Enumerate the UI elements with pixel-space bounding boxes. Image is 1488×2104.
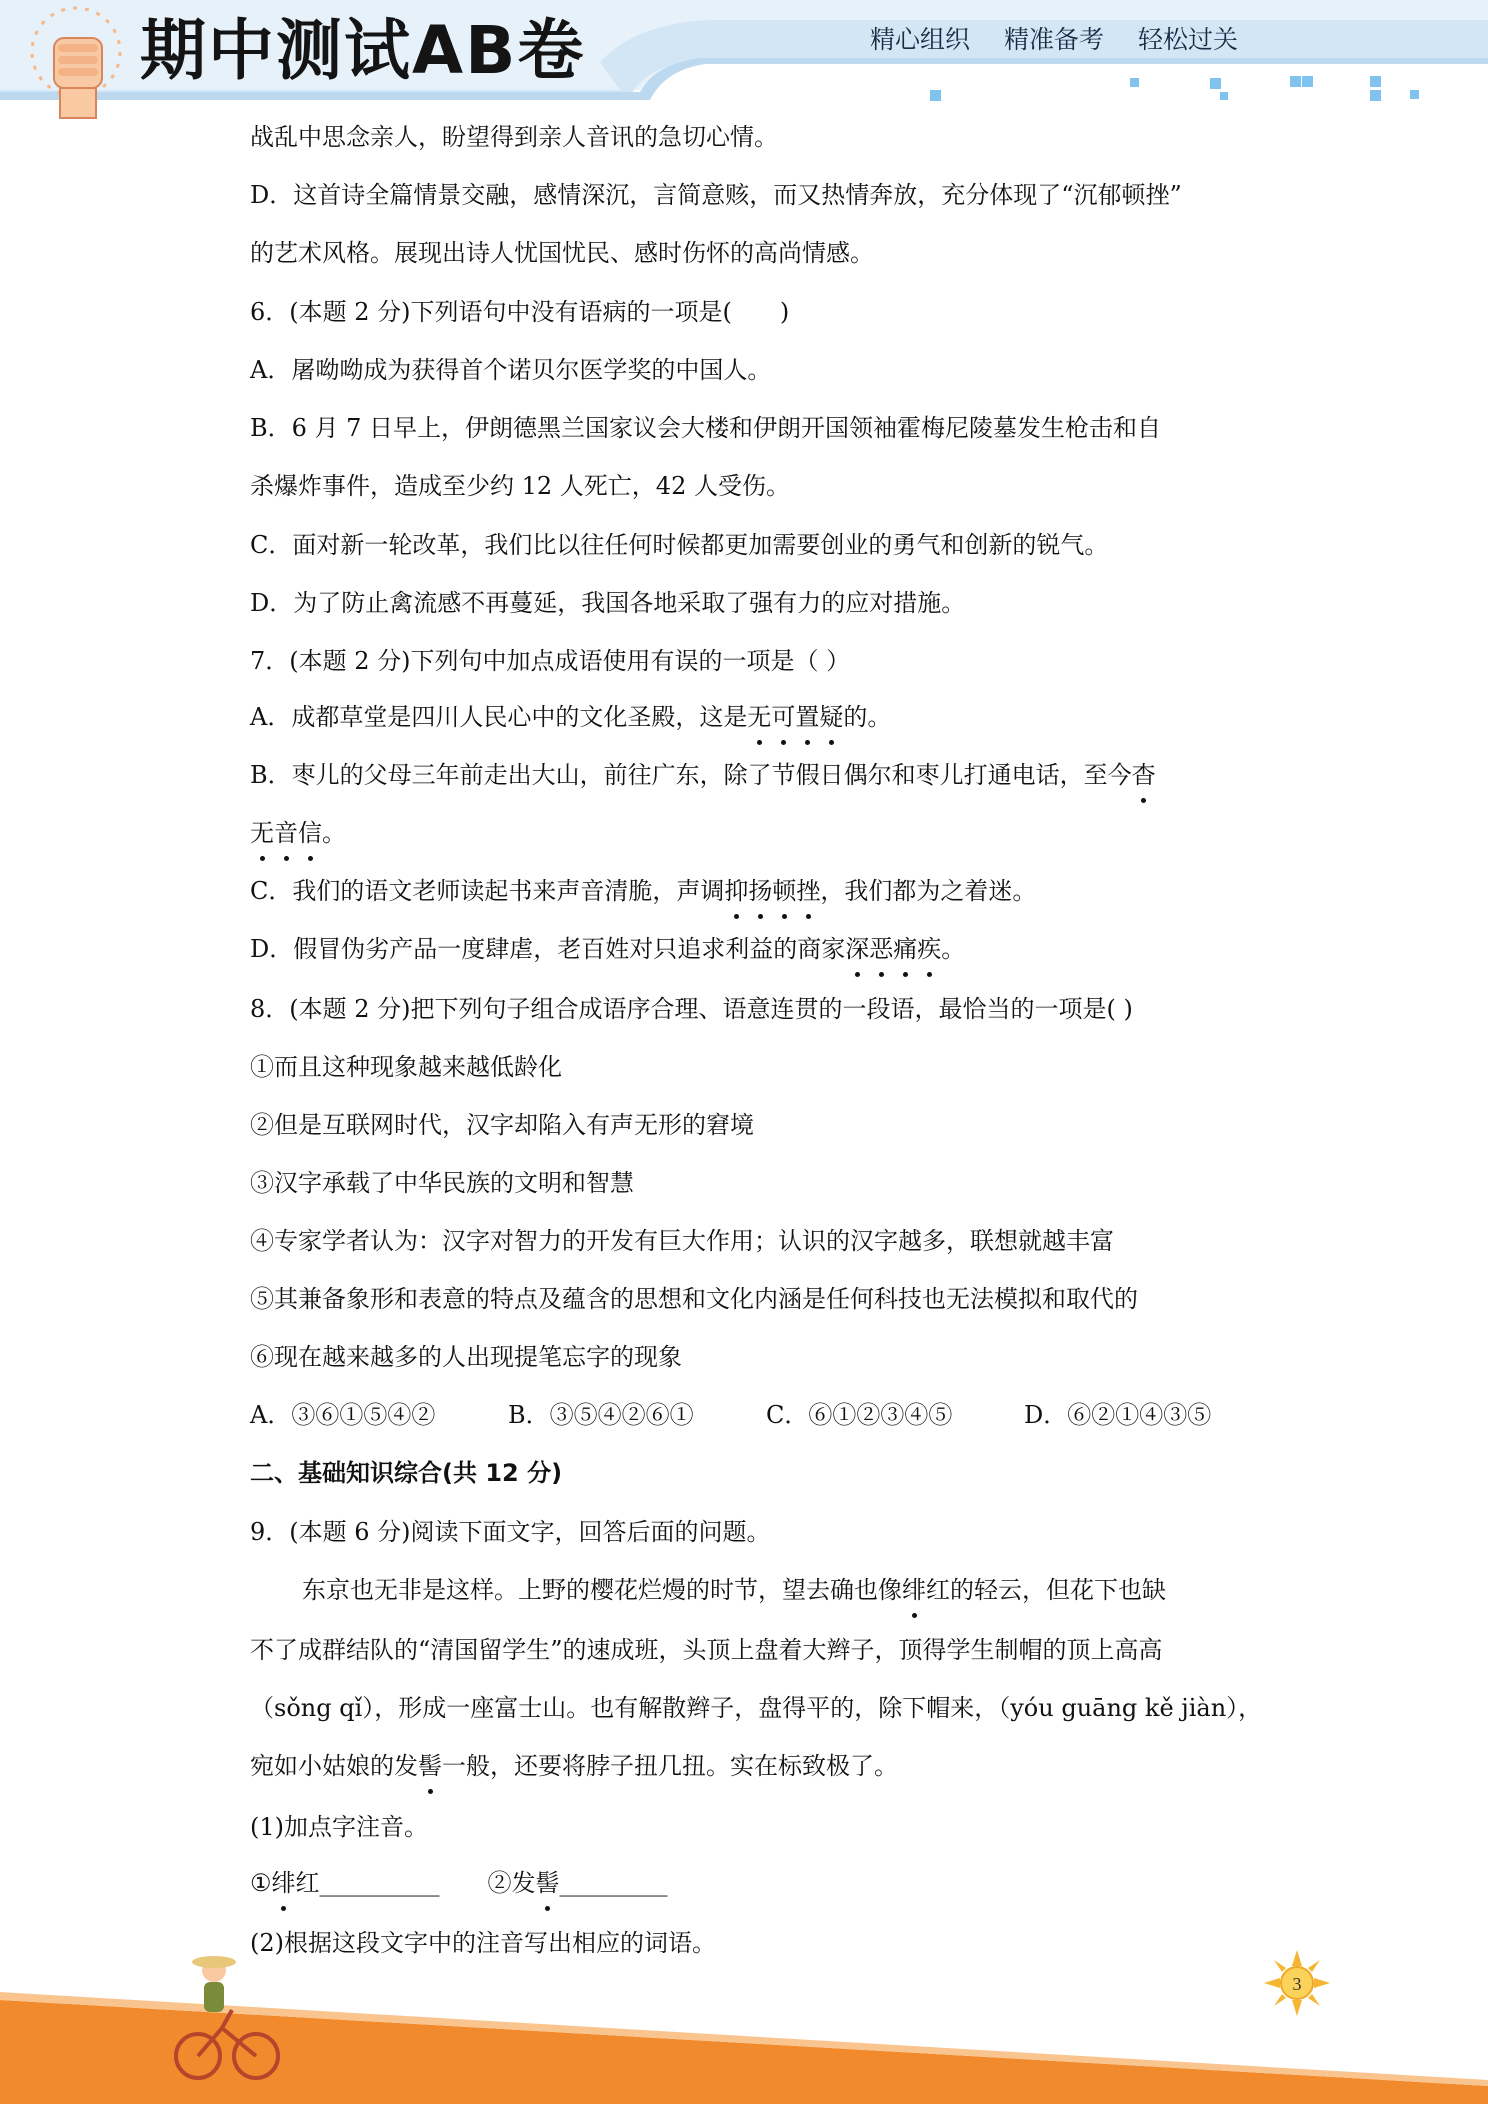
emphasis-dot	[805, 740, 810, 745]
option-d: D．⑥②①④③⑤	[1024, 1401, 1212, 1429]
emphasis-dot-row	[250, 856, 322, 862]
emphasis-dot	[758, 914, 763, 919]
emphasis-dot	[757, 740, 762, 745]
sun-page-badge	[1262, 1948, 1332, 2018]
emphasis-dot-row	[724, 914, 820, 920]
option-line	[250, 700, 891, 734]
slogan-3: 轻松过关	[1138, 25, 1239, 54]
sentence-item: ③汉字承载了中华民族的文明和智慧	[250, 1169, 634, 1197]
sentence-item: ②但是互联网时代，汉字却陷入有声无形的窘境	[250, 1111, 754, 1139]
text-segment: 红__________ ②发	[295, 1869, 536, 1897]
option-line: D．为了防止禽流感不再蔓延，我国各地采取了强有力的应对措施。	[250, 589, 966, 617]
text-line: 的艺术风格。展现出诗人忧国忧民、感时伤怀的高尚情感。	[250, 239, 874, 267]
emphasis-dot-row	[536, 1906, 560, 1912]
emphasis-dot	[782, 914, 787, 919]
page-number: 3	[1292, 1974, 1302, 1994]
question-9-stem: 9．(本题 6 分)阅读下面文字，回答后面的问题。	[250, 1518, 771, 1546]
passage-line: 不了成群结队的“清国留学生”的速成班，头顶上盘着大辫子，顶得学生制帽的顶上高高	[250, 1636, 1163, 1664]
answer-blanks	[250, 1866, 668, 1900]
passage-line	[250, 1749, 898, 1783]
option-c: C．⑥①②③④⑤	[766, 1401, 953, 1429]
text-line: 战乱中思念亲人，盼望得到亲人音讯的急切心情。	[250, 123, 778, 151]
text-segment: 宛如小姑娘的发	[250, 1752, 418, 1780]
option-a: A．③⑥①⑤④②	[250, 1401, 436, 1429]
text-segment: 。	[322, 819, 346, 847]
sentence-item: ⑤其兼备象形和表意的特点及蕴含的思想和文化内涵是任何科技也无法模拟和取代的	[250, 1285, 1138, 1313]
emphasis-dot	[912, 1613, 917, 1618]
sentence-item: ⑥现在越来越多的人出现提笔忘字的现象	[250, 1343, 682, 1371]
emphasis-dot	[734, 914, 739, 919]
emphasis-dot-row	[845, 972, 941, 978]
header-title: 期中测试AB卷	[140, 12, 586, 89]
emphasis-dot-row	[902, 1613, 926, 1619]
emphasis-dot-row	[747, 740, 843, 746]
passage-line	[250, 1573, 1166, 1607]
emphasis-dot-row	[1132, 798, 1156, 804]
text-segment: A．成都草堂是四川人民心中的文化圣殿，这是	[250, 703, 748, 731]
header-slogans	[870, 20, 1238, 56]
emphasis-dots: 无音信	[250, 816, 322, 850]
emphasis-dot-row	[418, 1789, 442, 1795]
emphasis-dot	[829, 740, 834, 745]
emphasis-dot	[284, 856, 289, 861]
option-line: B．6 月 7 日早上，伊朗德黑兰国家议会大楼和伊朗开国领袖霍梅尼陵墓发生枪击和自	[250, 414, 1162, 442]
text-segment: 。	[941, 935, 966, 963]
text-segment: ①	[250, 1869, 272, 1897]
emphasis-dots: 杳	[1132, 758, 1156, 792]
text-segment: C．我们的语文老师读起书来声音清脆，声调	[250, 877, 725, 905]
page-header	[0, 0, 1488, 110]
sub-question: (1)加点字注音。	[250, 1813, 428, 1841]
option-line	[250, 758, 1156, 792]
header-decoration-dots	[930, 70, 1450, 110]
emphasis-dot	[308, 856, 313, 861]
text-segment: 一般，还要将脖子扭几扭。实在标致极了。	[442, 1752, 898, 1780]
emphasis-dot	[903, 972, 908, 977]
option-b: B．③⑤④②⑥①	[508, 1401, 694, 1429]
emphasis-dots: 髻	[536, 1866, 560, 1900]
emphasis-dot	[545, 1906, 550, 1911]
emphasis-dots: 无可置疑	[747, 700, 843, 734]
question-8-stem: 8．(本题 2 分)把下列句子组合成语序合理、语意连贯的一段语，最恰当的一项是( )	[250, 995, 1133, 1023]
option-line	[250, 932, 965, 966]
emphasis-dots: 绯	[272, 1866, 296, 1900]
text-line: 杀爆炸事件，造成至少约 12 人死亡，42 人受伤。	[250, 472, 790, 500]
text-segment: _________	[559, 1869, 668, 1897]
emphasis-dot	[781, 740, 786, 745]
emphasis-dot	[879, 972, 884, 977]
emphasis-dots: 绯	[902, 1573, 926, 1607]
emphasis-dot	[927, 972, 932, 977]
text-segment: 东京也无非是这样。上野的樱花烂熳的时节，望去确也像	[302, 1576, 902, 1604]
emphasis-dot	[281, 1906, 286, 1911]
sub-question: (2)根据这段文字中的注音写出相应的词语。	[250, 1929, 716, 1957]
section-heading: 二、基础知识综合(共 12 分)	[250, 1459, 563, 1487]
sentence-item: ①而且这种现象越来越低龄化	[250, 1053, 562, 1081]
emphasis-dot	[428, 1789, 433, 1794]
fist-icon	[18, 4, 138, 124]
text-line: D．这首诗全篇情景交融，感情深沉，言简意赅，而又热情奔放，充分体现了“沉郁顿挫”	[250, 181, 1182, 209]
text-line	[250, 816, 346, 850]
emphasis-dot	[260, 856, 265, 861]
text-segment: B．枣儿的父母三年前走出大山，前往广东，除了节假日偶尔和枣儿打通电话，至今	[250, 761, 1132, 789]
passage-line: （sǒng qǐ），形成一座富士山。也有解散辫子，盘得平的，除下帽来，（yóu guāng kě jiàn），	[250, 1694, 1263, 1722]
emphasis-dot-row	[272, 1906, 296, 1912]
question-7-stem: 7．(本题 2 分)下列句中加点成语使用有误的一项是（ ）	[250, 647, 851, 675]
option-line	[250, 874, 1036, 908]
text-segment: 红的轻云，但花下也缺	[926, 1576, 1166, 1604]
option-line: C．面对新一轮改革，我们比以往任何时候都更加需要创业的勇气和创新的锐气。	[250, 531, 1109, 559]
slogan-2: 精准备考	[1004, 25, 1105, 54]
slogan-1: 精心组织	[870, 25, 971, 54]
text-segment: D．假冒伪劣产品一度肆虐，老百姓对只追求利益的商家	[250, 935, 846, 963]
text-segment: ，我们都为之着迷。	[820, 877, 1037, 905]
emphasis-dot	[806, 914, 811, 919]
sentence-item: ④专家学者认为：汉字对智力的开发有巨大作用；认识的汉字越多，联想就越丰富	[250, 1227, 1114, 1255]
emphasis-dots: 抑扬顿挫	[724, 874, 820, 908]
text-segment: 的。	[843, 703, 892, 731]
question-8-options	[250, 1398, 1282, 1432]
question-6-stem: 6．(本题 2 分)下列语句中没有语病的一项是( )	[250, 298, 790, 326]
emphasis-dots: 深恶痛疾	[845, 932, 941, 966]
emphasis-dot	[855, 972, 860, 977]
option-line: A．屠呦呦成为获得首个诺贝尔医学奖的中国人。	[250, 356, 772, 384]
emphasis-dot	[1141, 798, 1146, 803]
emphasis-dots: 髻	[418, 1749, 442, 1783]
